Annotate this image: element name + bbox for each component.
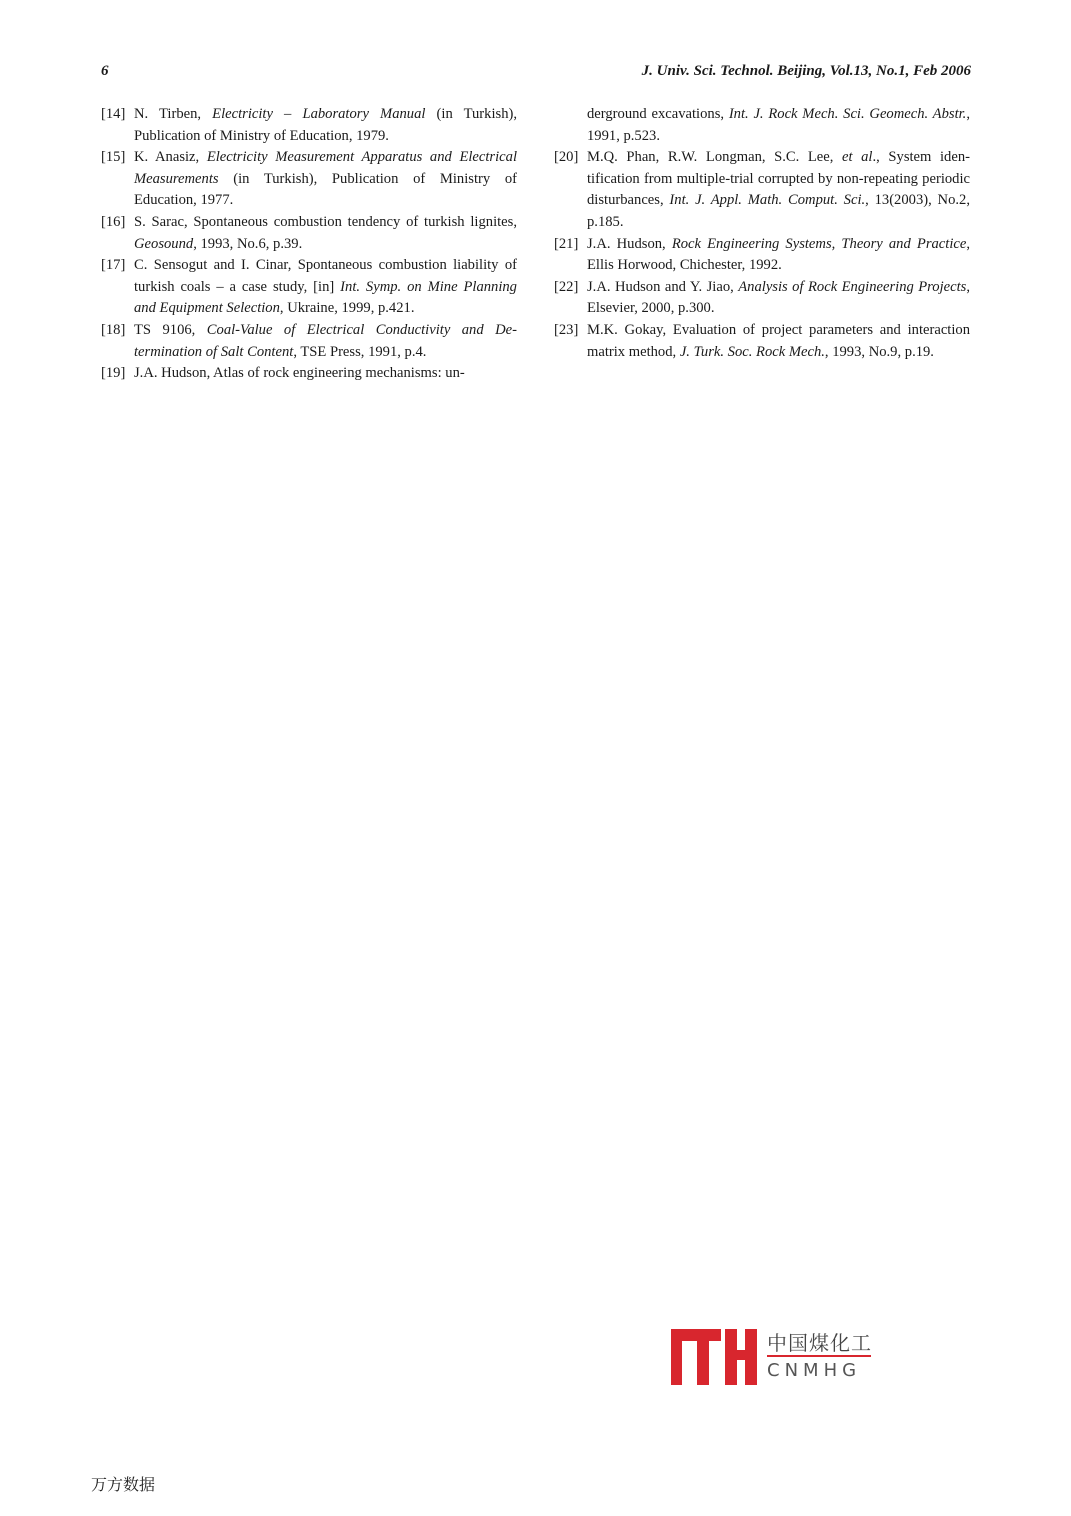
- reference-text: N. Tirben,: [134, 106, 213, 122]
- reference-title: Int. J. Appl. Math. Comput. Sci.: [669, 192, 866, 209]
- reference-number: [16]: [101, 213, 126, 230]
- watermark: 万方数据: [91, 1475, 156, 1494]
- reference-number: [15]: [101, 149, 126, 166]
- reference-number: [19]: [101, 365, 126, 382]
- logo-english-text: CNMHG: [767, 1360, 862, 1381]
- reference-item: [101, 212, 517, 255]
- reference-text: M.K. Gokay, Evaluation of project parameters and interaction matrix method,: [587, 321, 970, 360]
- reference-item: [554, 277, 970, 320]
- reference-title: J. Turk. Soc. Rock Mech.: [679, 343, 825, 360]
- reference-text: J.A. Hudson,: [587, 235, 672, 252]
- reference-text: , TSE Press, 1991, p.4.: [293, 343, 427, 360]
- reference-text: (in Turkish), Publication of Ministry of Education, 1977.: [134, 170, 517, 209]
- reference-title: Int. J. Rock Mech. Sci. Geomech. Abstr.: [728, 106, 967, 122]
- reference-number: [14]: [101, 106, 126, 122]
- references-left-column: [101, 104, 517, 385]
- reference-text: , 13(2003), No.2, p.185.: [587, 192, 970, 230]
- reference-text: , 1993, No.6, p.39.: [193, 235, 303, 252]
- reference-number: [17]: [101, 257, 126, 274]
- reference-item: [101, 363, 517, 385]
- reference-title: et al: [842, 149, 873, 166]
- logo-chinese-text: 中国煤化工: [767, 1331, 872, 1355]
- references-right-column: [554, 104, 970, 363]
- reference-text: derground excavations,: [587, 106, 729, 122]
- reference-text: , Elsevier, 2000, p.300.: [587, 278, 970, 317]
- journal-citation: J. Univ. Sci. Technol. Beijing, Vol.13, No.1, Feb 2006: [641, 63, 971, 79]
- reference-text: K. Anasiz,: [134, 149, 207, 166]
- reference-item: [554, 234, 970, 277]
- reference-item: [554, 320, 970, 363]
- reference-text: , Ukraine, 1999, p.421.: [279, 300, 415, 317]
- reference-text: J.A. Hudson and Y. Jiao,: [587, 278, 739, 295]
- reference-item: [554, 147, 970, 233]
- reference-title: Coal-Value of Electrical Conductivity and Determination of Salt Content: [134, 321, 518, 360]
- reference-title: Geosound: [134, 235, 194, 252]
- reference-title: Electricity Measurement Apparatus and Electrical Measurements: [134, 149, 517, 187]
- reference-text: C. Sensogut and I. Cinar, Spontaneous combustion liability of turkish coals – a case study, [in]: [134, 257, 517, 295]
- running-header: [101, 63, 971, 85]
- reference-item: [101, 104, 517, 147]
- reference-number: [21]: [554, 235, 579, 252]
- page-number: 6: [101, 63, 109, 79]
- reference-text: S. Sarac, Spontaneous combustion tendency of turkish lignites,: [134, 213, 517, 230]
- reference-item: [101, 255, 517, 320]
- reference-text: , Ellis Horwood, Chichester, 1992.: [587, 235, 970, 274]
- reference-title: Int. Symp. on Mine Planning and Equipment Selection: [134, 278, 517, 317]
- reference-title: Rock Engineering Systems, Theory and Practice: [671, 235, 967, 252]
- reference-title: Electricity – Laboratory Manual: [212, 106, 426, 122]
- reference-number: [22]: [554, 278, 579, 295]
- reference-item: [101, 320, 517, 363]
- reference-text: , 1993, No.9, p.19.: [824, 343, 934, 360]
- reference-number: [18]: [101, 321, 126, 338]
- reference-text: TS 9106,: [134, 321, 207, 338]
- reference-text: ., System identification from multiple-trial corrupted by non-repeating periodic disturbances,: [587, 149, 970, 209]
- reference-text: , 1991, p.523.: [587, 106, 970, 144]
- reference-number: [23]: [554, 321, 579, 338]
- reference-continuation: [554, 104, 970, 147]
- reference-item: [101, 147, 517, 212]
- reference-text: (in Turkish), Publication of Ministry of Education, 1979.: [134, 106, 517, 144]
- reference-number: [20]: [554, 149, 579, 166]
- reference-text: J.A. Hudson, Atlas of rock engineering mechanisms: un-: [134, 365, 465, 382]
- logo-divider: [767, 1355, 871, 1357]
- reference-text: M.Q. Phan, R.W. Longman, S.C. Lee,: [587, 149, 842, 166]
- reference-title: Analysis of Rock Engineering Projects: [738, 278, 967, 295]
